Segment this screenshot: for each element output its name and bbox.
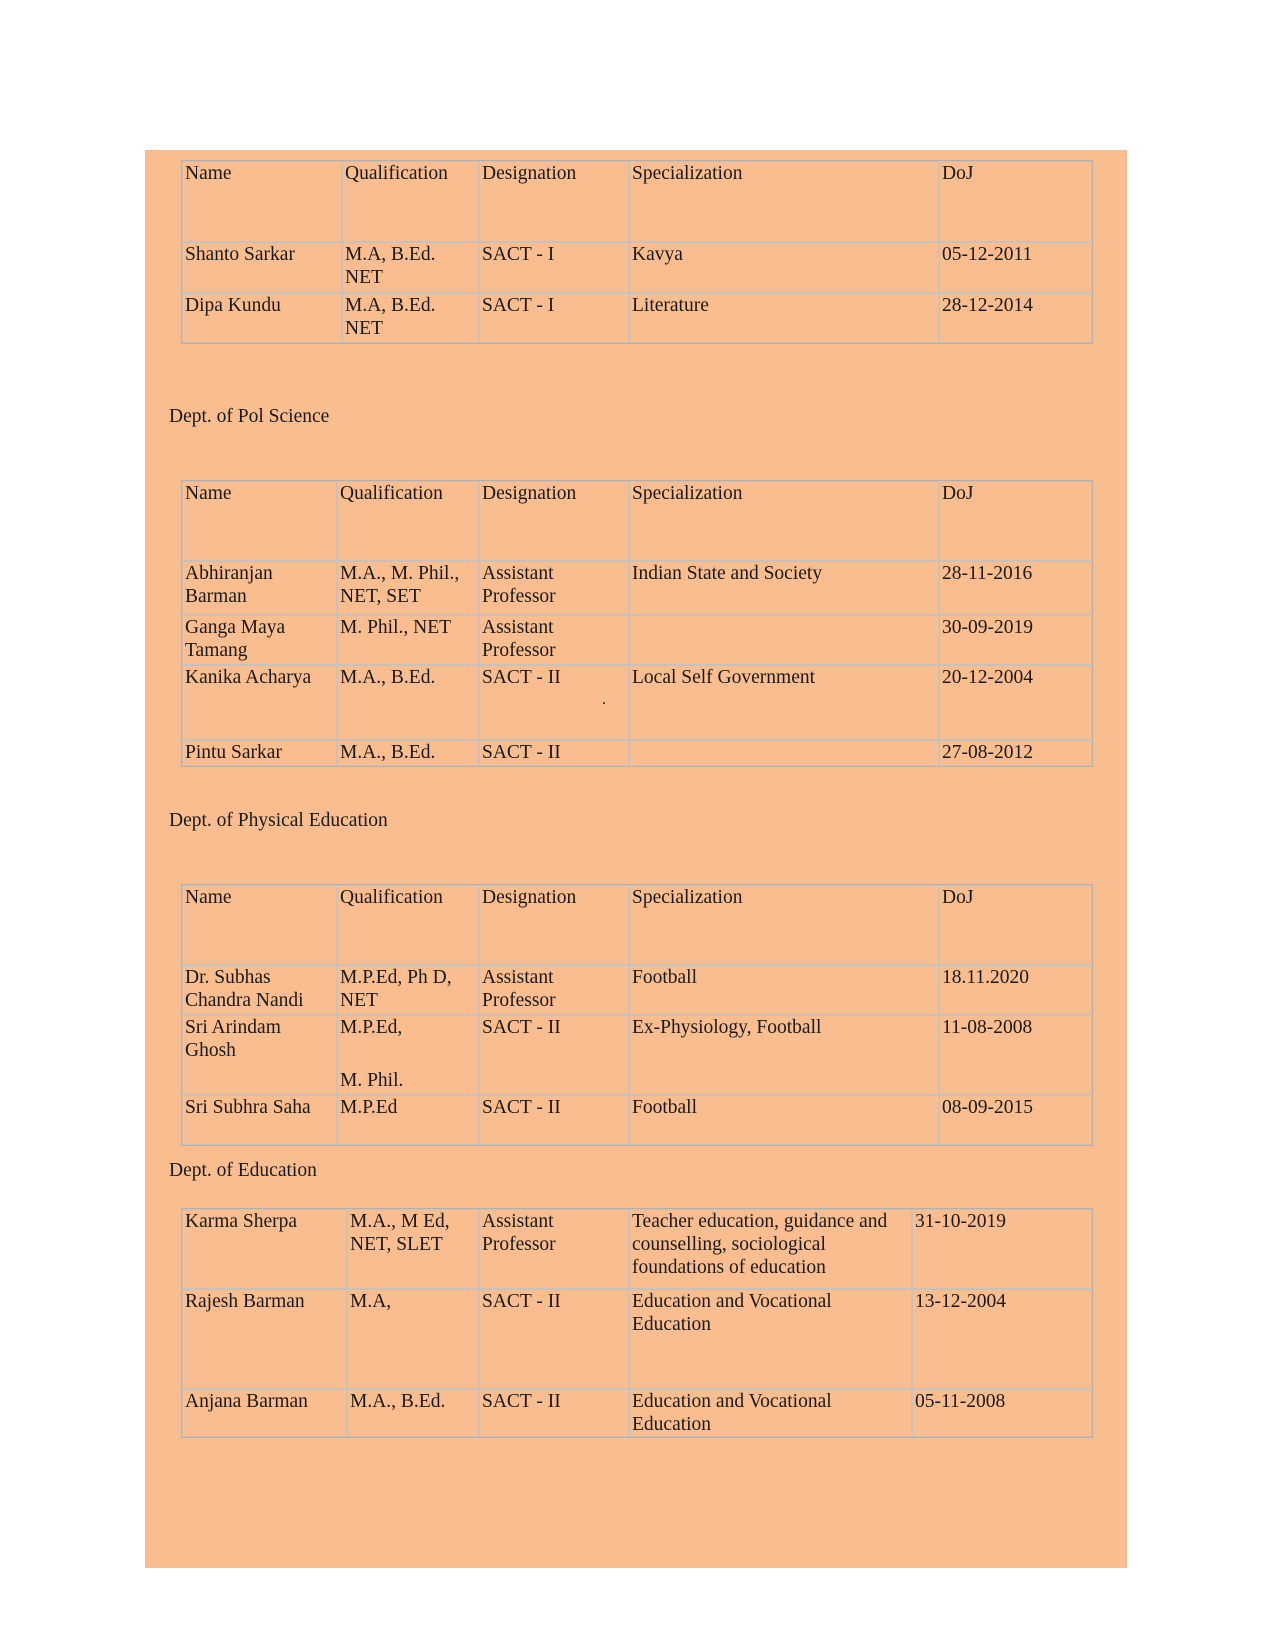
table-row (182, 665, 1092, 740)
cell-qualification: M.A., B.Ed. (337, 665, 479, 740)
cell-name: Rajesh Barman (182, 1289, 347, 1389)
cell-specialization: Literature (629, 293, 939, 343)
cell-qualification (337, 1015, 479, 1095)
cell-qualification: M.A, B.Ed. NET (342, 242, 479, 293)
cell-doj: 18.11.2020 (939, 965, 1092, 1015)
header-designation: Designation (479, 481, 629, 561)
cell-designation: SACT - II (479, 1095, 629, 1145)
cell-designation (479, 665, 629, 740)
cell-designation: Assistant Professor (479, 965, 629, 1015)
cell-specialization (629, 615, 939, 665)
faculty-table-physical-education (181, 884, 1093, 1146)
cell-doj: 20-12-2004 (939, 665, 1092, 740)
header-qualification: Qualification (342, 161, 479, 242)
cell-name: Anjana Barman (182, 1389, 347, 1437)
table-row (182, 740, 1092, 766)
cell-designation: Assistant Professor (479, 615, 629, 665)
cell-specialization: Teacher education, guidance and counselling, sociological foundations of education (629, 1209, 912, 1289)
faculty-table-education (181, 1208, 1093, 1438)
cell-doj: 30-09-2019 (939, 615, 1092, 665)
page-background (145, 150, 1127, 1568)
cell-name: Sri Arindam Ghosh (182, 1015, 337, 1095)
cell-doj: 05-11-2008 (912, 1389, 1092, 1437)
header-doj: DoJ (939, 161, 1092, 242)
cell-name: Pintu Sarkar (182, 740, 337, 766)
cell-specialization: Football (629, 1095, 939, 1145)
table-row (182, 1209, 1092, 1289)
cell-qualification: M.A, B.Ed. NET (342, 293, 479, 343)
cell-qualification: M.A., M. Phil., NET, SET (337, 561, 479, 615)
section-title-physical-education: Dept. of Physical Education (169, 810, 388, 831)
table-row (182, 615, 1092, 665)
table-row (182, 1095, 1092, 1145)
faculty-table-pol-science (181, 480, 1093, 767)
cell-doj: 28-11-2016 (939, 561, 1092, 615)
stray-dot: . (602, 691, 606, 708)
header-name: Name (182, 481, 337, 561)
table-row (182, 293, 1092, 343)
header-doj: DoJ (939, 885, 1092, 965)
cell-designation: SACT - II (479, 1015, 629, 1095)
cell-qualification: M.A., B.Ed. (337, 740, 479, 766)
cell-designation: SACT - II (479, 740, 629, 766)
table-row (182, 965, 1092, 1015)
header-name: Name (182, 885, 337, 965)
cell-designation: Assistant Professor (479, 1209, 629, 1289)
cell-qualification: M. Phil., NET (337, 615, 479, 665)
cell-specialization: Football (629, 965, 939, 1015)
header-qualification: Qualification (337, 885, 479, 965)
table-row (182, 1289, 1092, 1389)
cell-doj: 05-12-2011 (939, 242, 1092, 293)
cell-name: Shanto Sarkar (182, 242, 342, 293)
cell-qualification: M.A., B.Ed. (347, 1389, 479, 1437)
cell-name: Karma Sherpa (182, 1209, 347, 1289)
cell-name: Sri Subhra Saha (182, 1095, 337, 1145)
cell-designation: SACT - II (479, 1289, 629, 1389)
table-header-row (182, 885, 1092, 965)
cell-doj: 28-12-2014 (939, 293, 1092, 343)
cell-qualification: M.A., M Ed, NET, SLET (347, 1209, 479, 1289)
cell-name: Abhiranjan Barman (182, 561, 337, 615)
cell-designation: Assistant Professor (479, 561, 629, 615)
cell-name: Kanika Acharya (182, 665, 337, 740)
section-title-pol-science: Dept. of Pol Science (169, 406, 330, 427)
cell-doj: 08-09-2015 (939, 1095, 1092, 1145)
cell-qualification: M.P.Ed (337, 1095, 479, 1145)
cell-qualification: M.P.Ed, Ph D, NET (337, 965, 479, 1015)
cell-specialization: Education and Vocational Education (629, 1389, 912, 1437)
cell-name: Ganga Maya Tamang (182, 615, 337, 665)
section-title-education: Dept. of Education (169, 1160, 317, 1181)
cell-designation: SACT - I (479, 293, 629, 343)
table-row (182, 1389, 1092, 1437)
cell-qualification-line2: M. Phil. (340, 1070, 404, 1091)
table-row (182, 1015, 1092, 1095)
table-row (182, 242, 1092, 293)
header-doj: DoJ (939, 481, 1092, 561)
cell-designation: SACT - I (479, 242, 629, 293)
cell-doj: 11-08-2008 (939, 1015, 1092, 1095)
cell-designation-text: SACT - II (482, 667, 561, 688)
cell-doj: 27-08-2012 (939, 740, 1092, 766)
header-specialization: Specialization (629, 161, 939, 242)
cell-specialization: Kavya (629, 242, 939, 293)
table-header-row (182, 481, 1092, 561)
cell-doj: 13-12-2004 (912, 1289, 1092, 1389)
cell-name: Dipa Kundu (182, 293, 342, 343)
cell-specialization: Local Self Government (629, 665, 939, 740)
cell-name: Dr. Subhas Chandra Nandi (182, 965, 337, 1015)
cell-qualification: M.A, (347, 1289, 479, 1389)
header-specialization: Specialization (629, 481, 939, 561)
cell-specialization: Ex-Physiology, Football (629, 1015, 939, 1095)
header-name: Name (182, 161, 342, 242)
cell-specialization: Education and Vocational Education (629, 1289, 912, 1389)
faculty-table-sanskrit (181, 160, 1093, 344)
header-qualification: Qualification (337, 481, 479, 561)
cell-qualification-line1: M.P.Ed, (340, 1017, 403, 1038)
cell-specialization: Indian State and Society (629, 561, 939, 615)
header-designation: Designation (479, 885, 629, 965)
cell-specialization (629, 740, 939, 766)
table-row (182, 561, 1092, 615)
cell-designation: SACT - II (479, 1389, 629, 1437)
header-designation: Designation (479, 161, 629, 242)
cell-doj: 31-10-2019 (912, 1209, 1092, 1289)
table-header-row (182, 161, 1092, 242)
header-specialization: Specialization (629, 885, 939, 965)
